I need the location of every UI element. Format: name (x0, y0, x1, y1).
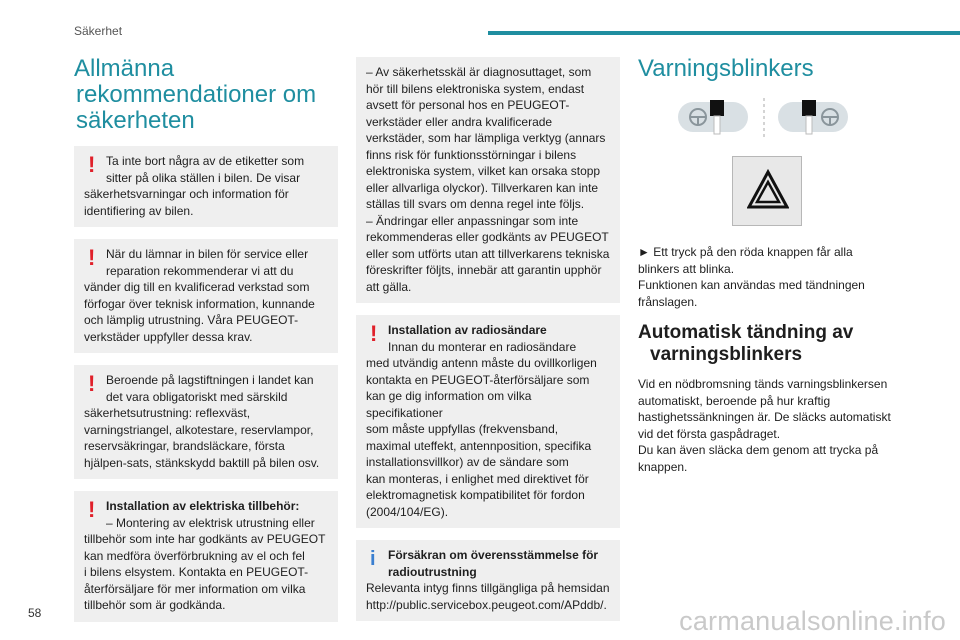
box-line: kan monteras, i enlighet med direktivet för (366, 471, 589, 486)
text-line: vid det första gaspådraget. (638, 426, 781, 441)
column-hazard-lights (638, 52, 902, 475)
column-general-safety (74, 52, 338, 634)
box-line: i bilens elsystem. Kontakta en PEUGEOT- (84, 565, 309, 579)
box-line: avsett för personal hos en PEUGEOT- (366, 98, 570, 112)
column-continued (356, 57, 620, 633)
box-line: http://public.servicebox.peugeot.com/APddb/. (366, 597, 607, 612)
text-line: Du kan även släcka dem genom att trycka på (638, 443, 879, 457)
box-line: installationsvillkor) av de sändare som (366, 455, 569, 469)
box-line: verkstäder eller andra kvalificerade (366, 114, 553, 129)
box-line: kontakta en PEUGEOT-återförsäljare som (366, 372, 590, 387)
warning-box-accessories (74, 491, 338, 622)
box-heading: radioutrustning (388, 564, 477, 579)
warning-box-equipment (74, 365, 338, 479)
box-line: Innan du monterar en radiosändare (388, 339, 577, 354)
page-number: 58 (28, 606, 42, 620)
box-line: Relevanta intyg finns tillgängliga på hemsidan (366, 581, 610, 595)
box-line: att gälla. (366, 279, 412, 294)
text-line: ► Ett tryck på den röda knappen får alla (638, 245, 853, 259)
info-box-radio-conformity (356, 540, 620, 621)
box-line: vänder dig till en kvalificerad verkstad som (84, 280, 310, 294)
box-line: – Av säkerhetsskäl är diagnosuttaget, som (366, 65, 592, 79)
box-line: eller som utförts utan att tillverkarens tekniska (366, 246, 610, 261)
hazard-button-illustration (732, 156, 802, 226)
box-line: verkstäder, som har lämpliga verktyg (annars (366, 131, 606, 145)
watermark: carmanualsonline.info (679, 606, 946, 636)
box-line: verkstäder uppfyller dessa krav. (84, 329, 253, 344)
title-line: Allmänna (74, 55, 175, 82)
title-line: säkerheten (76, 107, 195, 134)
box-line: säkerhetsvarningar och information för (84, 187, 289, 201)
box-line: varningstriangel, alkotestare, reservlampor, (84, 422, 314, 437)
box-line: säkerhetsutrustning: reflexväst, (84, 406, 251, 420)
hazard-instructions (638, 244, 902, 310)
title-line: rekommendationer om (76, 81, 317, 108)
page-title (74, 56, 338, 134)
subtitle-line: varningsblinkers (650, 344, 803, 365)
box-line: kan medföra överförbrukning av el och fel (84, 548, 305, 563)
box-line: med utvändig antenn måste du ovillkorligen (366, 356, 597, 370)
box-line: (2004/104/EG). (366, 504, 449, 519)
box-line: När du lämnar in bilen för service eller (106, 247, 309, 261)
section-title: Varningsblinkers (638, 55, 814, 82)
box-line: och lämplig utrustning. Våra PEUGEOT- (84, 313, 299, 327)
text-line: Funktionen kan användas med tändningen (638, 278, 865, 292)
section-header: Säkerhet (74, 24, 123, 38)
hazard-button-marker (710, 100, 724, 116)
box-line: finns risk för funktionsstörningar i bilens (366, 147, 577, 162)
auto-hazard-body (638, 376, 902, 475)
box-line: som måste uppfyllas (frekvensband, (366, 422, 559, 436)
warning-exclamation-icon: ! (88, 497, 96, 522)
text-line: hastighetssänkningen är. De släcks automatiskt (638, 410, 891, 424)
box-line: hör till bilens elektroniska system, endast (366, 81, 585, 96)
box-line: elektroniska system, vilket kan orsaka stopp (366, 164, 601, 178)
subsection-title (638, 322, 902, 366)
box-line: tillbehör som inte har godkänts av PEUGEOT (84, 532, 326, 546)
box-line: ställas till svars om denna regel inte följs. (366, 197, 585, 211)
box-line: – Montering av elektrisk utrustning eller (106, 515, 315, 530)
text-line: knappen. (638, 459, 688, 474)
box-line: reparation rekommenderar vi att du (106, 263, 294, 278)
hazard-triangle-icon (747, 169, 789, 211)
box-line: Beroende på lagstiftningen i landet kan (106, 373, 314, 387)
box-heading: Installation av elektriska tillbehör: (106, 499, 300, 513)
box-line: elektromagnetisk kompatibilitet för fordon (366, 488, 585, 502)
warning-box-radio (356, 315, 620, 528)
warning-box-service (74, 239, 338, 353)
box-line: identifiering av bilen. (84, 203, 194, 218)
info-icon: i (370, 548, 376, 570)
box-line: kan ge dig information om vilka specifikationer (366, 389, 532, 420)
box-line: återförsäljare för mer information om vilka (84, 581, 306, 596)
box-heading: Försäkran om överensstämmelse för (388, 548, 599, 562)
dashboard-illustration (678, 96, 848, 142)
box-line: sitter på olika ställen i bilen. De visar (106, 170, 301, 185)
text-line: Vid en nödbromsning tänds varningsblinkersen (638, 377, 888, 391)
box-line: rekommenderas eller godkänts av PEUGEOT (366, 230, 609, 244)
center-console (806, 116, 812, 134)
warning-exclamation-icon: ! (88, 245, 96, 270)
box-line: eller allvarliga olyckor). Tillverkaren kan inte (366, 180, 599, 195)
box-line: föreskrifter följts, innebär att garantin upphör (366, 263, 602, 277)
box-line: hjälpen-sats, stänkskydd baktill på bilen osv. (84, 455, 320, 470)
box-line: det vara obligatoriskt med särskild (106, 389, 288, 404)
text-line: blinkers att blinka. (638, 261, 735, 276)
box-line: maximal uteffekt, antennposition, specifika (366, 438, 592, 453)
hazard-button-marker (802, 100, 816, 116)
text-line: frånslagen. (638, 294, 698, 309)
box-heading: Installation av radiosändare (388, 323, 547, 337)
center-console (714, 116, 720, 134)
warning-exclamation-icon: ! (88, 152, 96, 177)
box-line: Ta inte bort några av de etiketter som (106, 154, 305, 168)
warning-exclamation-icon: ! (370, 321, 378, 346)
box-line: – Ändringar eller anpassningar som inte (366, 213, 579, 228)
box-line: reservsäkringar, brandsläckare, första (84, 439, 285, 453)
subtitle-line: Automatisk tändning av (638, 322, 854, 343)
box-line: förfogar över teknisk information, kunnande (84, 296, 315, 311)
accessories-continued-box (356, 57, 620, 303)
warning-exclamation-icon: ! (88, 371, 96, 396)
warning-box-labels (74, 146, 338, 227)
text-line: automatiskt, beroende på hur kraftig (638, 393, 831, 408)
box-line: tillbehör som är godkända. (84, 598, 226, 612)
header-accent-bar (488, 31, 960, 35)
